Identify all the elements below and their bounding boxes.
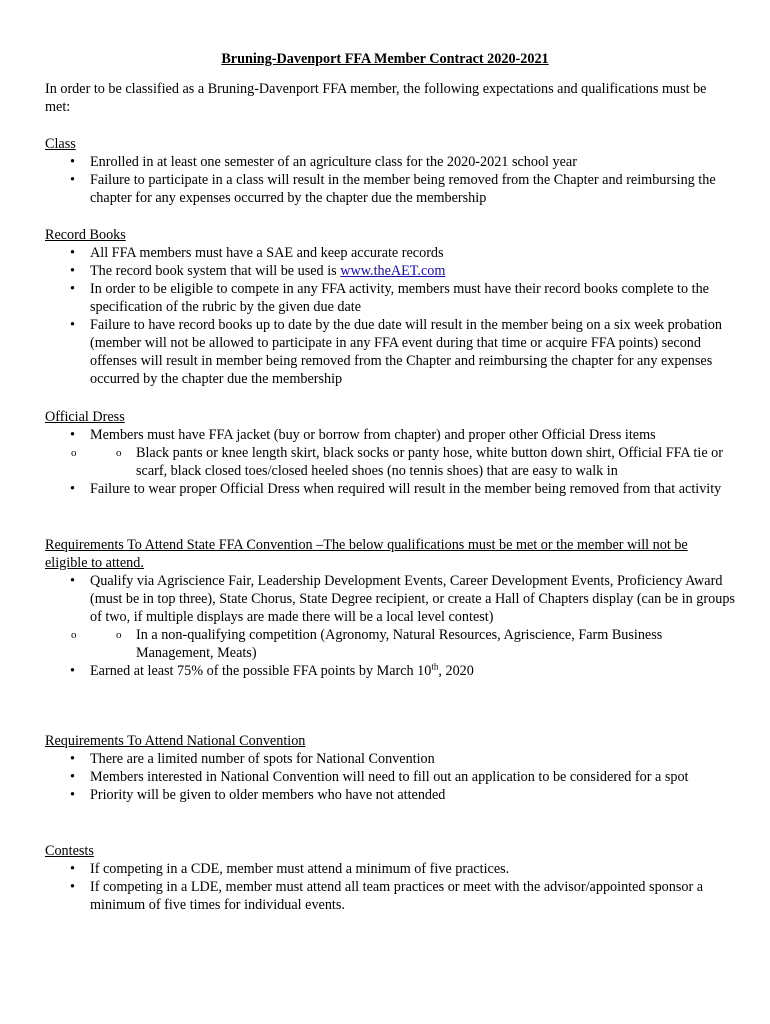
state-convention-sublist <box>45 626 735 662</box>
state-convention-heading: Requirements To Attend State FFA Convention –The below qualifications must be met or the member will not be eligible to attend. <box>45 537 688 571</box>
list-item <box>45 572 735 662</box>
list-item <box>45 426 735 480</box>
contests-list <box>45 860 735 914</box>
official-dress-heading: Official Dress <box>45 409 125 425</box>
list-item: • Enrolled in at least one semester of an agriculture class for the 2020-2021 school year <box>45 153 735 171</box>
list-item-text: • Members must have FFA jacket (buy or borrow from chapter) and proper other Official Dress items <box>90 427 656 443</box>
list-item: • Priority will be given to older members who have not attended <box>45 786 735 804</box>
superscript: th <box>431 661 439 672</box>
circle-bullet-icon: o o <box>116 629 122 641</box>
list-item: • In order to be eligible to compete in any FFA activity, members must have their record books complete to the specification of the rubric by the given due date <box>45 280 735 316</box>
list-item: • Earned at least 75% of the possible FFA points by March 10th, 2020 <box>45 662 735 680</box>
contests-heading: Contests <box>45 843 94 859</box>
list-item <box>45 262 735 280</box>
official-dress-sublist <box>45 444 735 480</box>
record-books-list <box>45 244 735 388</box>
state-convention-section <box>45 536 735 680</box>
list-item-text: • Qualify via Agriscience Fair, Leadership Development Events, Career Development Events, Proficiency Award (must be in top three), State Chorus, State Degree recipient, or create a Hall of Chapters display (can be in groups of two, if multiple displays are made there will be a local level contest) <box>90 573 735 625</box>
record-books-heading: Record Books <box>45 227 126 243</box>
contests-section <box>45 842 735 914</box>
list-item: • Failure to participate in a class will result in the member being removed from the Chapter and reimbursing the chapter for any expenses occurred by the chapter due the membership <box>45 171 735 207</box>
state-convention-list <box>45 572 735 680</box>
national-convention-list <box>45 750 735 804</box>
national-convention-section <box>45 732 735 804</box>
national-convention-heading: Requirements To Attend National Convention <box>45 733 306 749</box>
list-item: • All FFA members must have a SAE and keep accurate records <box>45 244 735 262</box>
intro-paragraph: In order to be classified as a Bruning-Davenport FFA member, the following expectations and qualifications must be met: <box>45 81 707 115</box>
list-item: • Failure to wear proper Official Dress when required will result in the member being removed from that activity <box>45 480 735 498</box>
list-item: • Members interested in National Convention will need to fill out an application to be considered for a spot <box>45 768 735 786</box>
record-books-section <box>45 226 735 388</box>
sub-list-item: o o In a non-qualifying competition (Agronomy, Natural Resources, Agriscience, Farm Business Management, Meats) <box>45 626 735 662</box>
class-list <box>45 153 735 207</box>
official-dress-list <box>45 426 735 498</box>
list-item: • If competing in a LDE, member must attend all team practices or meet with the advisor/appointed sponsor a minimum of five times for individual events. <box>45 878 735 914</box>
aet-link[interactable]: www.theAET.com <box>340 263 446 279</box>
class-section <box>45 135 735 207</box>
list-item: • There are a limited number of spots for National Convention <box>45 750 735 768</box>
document-title: Bruning-Davenport FFA Member Contract 2020-2021 <box>221 51 549 67</box>
list-item: • If competing in a CDE, member must attend a minimum of five practices. <box>45 860 735 878</box>
sub-list-item: o o Black pants or knee length skirt, black socks or panty hose, white button down shirt, Official FFA tie or scarf, black closed toes/closed heeled shoes (no tennis shoes) that are easy to walk in <box>45 444 735 480</box>
official-dress-section <box>45 408 735 498</box>
list-item: • Failure to have record books up to date by the due date will result in the member being on a six week probation (member will not be allowed to participate in any FFA event during that time or acquire FFA points) second offenses will result in member being removed from the Chapter and reimbursing the chapter for any expenses occurred by the chapter due the membership <box>45 316 735 388</box>
list-item-text: The record book system that will be used is <box>90 263 341 279</box>
class-heading: Class <box>45 136 76 152</box>
circle-bullet-icon: o o <box>116 447 122 459</box>
